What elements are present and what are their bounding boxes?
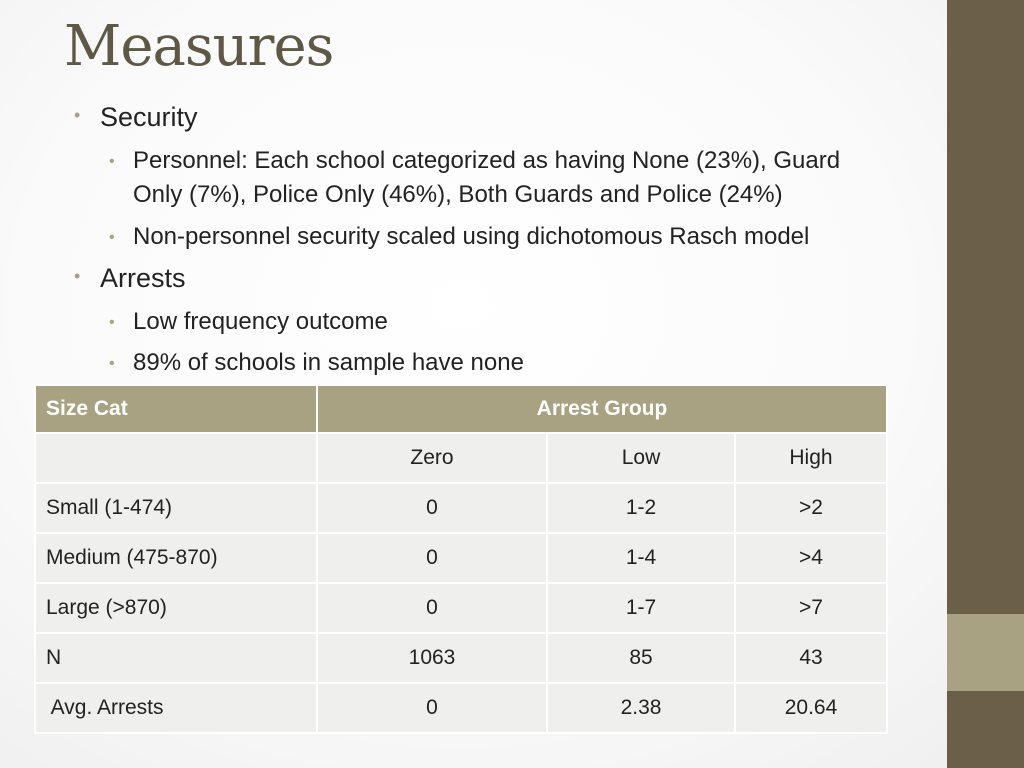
bullet-text: Security [100,102,198,132]
header-arrest-group: Arrest Group [317,385,887,433]
bullet-text: Low frequency outcome [133,308,388,335]
table-cell-empty [35,433,317,483]
side-accent-block [947,614,1024,691]
cell-high: >7 [735,583,887,633]
slide-title: Measures [64,14,334,79]
table-row [35,533,887,583]
bullet-text: Personnel: Each school categorized as having None (23%), Guard [133,147,841,174]
row-label: Small (1-474) [35,483,317,533]
cell-zero: 0 [317,583,547,633]
cell-zero: 0 [317,483,547,533]
bullet-dot-icon: • [74,266,81,286]
table-row [35,583,887,633]
bullet-security [74,102,198,133]
bullet-personnel [109,144,841,212]
bullet-text: Non-personnel security scaled using dichotomous Rasch model [133,223,810,250]
bullet-89-percent [109,346,524,380]
table-subheader-row [35,433,887,483]
arrest-group-table [34,384,888,734]
table-header-row [35,385,887,433]
cell-low: 1-4 [547,533,735,583]
row-label: Large (>870) [35,583,317,633]
bullet-dot-icon: • [74,105,81,125]
subheader-zero: Zero [317,433,547,483]
cell-high: 43 [735,633,887,683]
cell-low: 1-7 [547,583,735,633]
subheader-high: High [735,433,887,483]
table-row [35,683,887,733]
row-label: Medium (475-870) [35,533,317,583]
cell-high: 20.64 [735,683,887,733]
cell-high: >2 [735,483,887,533]
table-row [35,483,887,533]
table-row [35,633,887,683]
cell-zero: 1063 [317,633,547,683]
bullet-continuation: Only (7%), Police Only (46%), Both Guards and Police (24%) [133,181,783,208]
bullet-dot-icon: • [109,355,115,372]
bullet-dot-icon: • [109,314,115,331]
header-size-cat: Size Cat [35,385,317,433]
bullet-dot-icon: • [109,229,115,246]
row-label: Avg. Arrests [35,683,317,733]
cell-high: >4 [735,533,887,583]
cell-zero: 0 [317,533,547,583]
bullet-non-personnel [109,220,810,254]
bullet-text: Arrests [100,263,186,293]
cell-low: 85 [547,633,735,683]
bullet-low-frequency [109,305,388,339]
row-label: N [35,633,317,683]
bullet-dot-icon: • [109,153,115,170]
subheader-low: Low [547,433,735,483]
cell-low: 1-2 [547,483,735,533]
bullet-arrests [74,263,186,294]
cell-low: 2.38 [547,683,735,733]
bullet-text: 89% of schools in sample have none [133,349,524,376]
cell-zero: 0 [317,683,547,733]
